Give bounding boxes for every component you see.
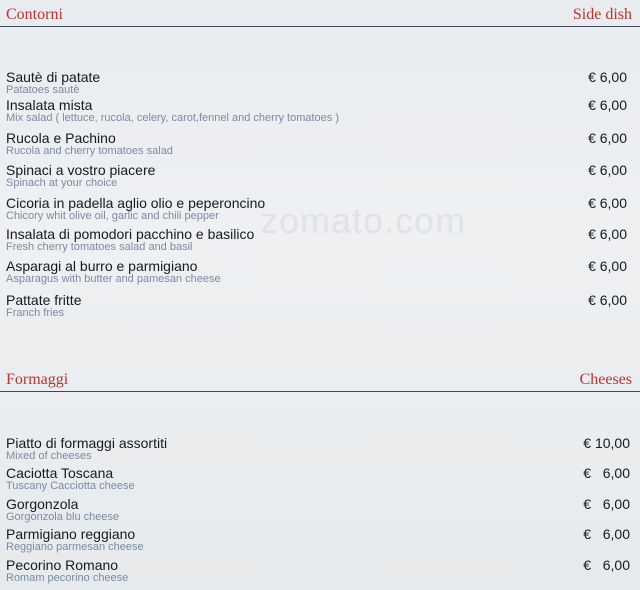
item-price: € 6,00 [583,557,630,573]
item-description: Rucola and cherry tomatoes salad [6,145,173,157]
item-name: Pecorino Romano [6,557,119,573]
item-description: Romam pecorino cheese [6,572,129,584]
item-description: Mix salad ( lettuce, rucola, celery, carot,fennel and cherry tomatoes ) [6,112,339,124]
item-name: Piatto di formaggi assortiti [6,435,168,451]
item-description: Tuscany Cacciotta cheese [6,480,135,492]
menu-item [0,162,640,192]
item-price: € 6,00 [588,97,627,113]
section-title-italian: Formaggi [6,371,69,388]
section-title-english: Side dish [572,6,632,23]
menu-item [0,435,640,465]
item-name: Cicoria in padella aglio olio e peperoncino [6,195,266,211]
menu-item [0,258,640,288]
section-title-italian: Contorni [6,6,63,23]
menu-item [0,526,640,556]
item-price: € 6,00 [588,162,627,178]
item-name: Insalata di pomodori pacchino e basilico [6,226,255,242]
item-name: Gorgonzola [6,496,79,512]
item-description: Fresh cherry tomatoes salad and basil [6,241,193,253]
menu-item [0,292,640,322]
item-name: Spinaci a vostro piacere [6,162,156,178]
menu-item [0,465,640,495]
menu-item [0,130,640,160]
item-price: € 6,00 [588,258,627,274]
item-price: € 6,00 [583,526,630,542]
item-description: Chicory whit olive oil, garlic and chili pepper [6,210,219,222]
menu-item [0,226,640,256]
section-title-english: Cheeses [579,371,632,388]
item-name: Pattate fritte [6,292,82,308]
item-price: € 6,00 [588,69,627,85]
item-price: € 6,00 [588,130,627,146]
watermark: zomato.com [260,200,467,241]
item-name: Sautè di patate [6,69,101,85]
section-divider [0,26,640,27]
menu-item [0,69,640,99]
item-description: Franch fries [6,307,65,319]
item-price: € 10,00 [583,435,630,451]
menu-item [0,496,640,526]
menu-item [0,195,640,225]
section-divider [0,391,640,392]
item-name: Asparagi al burro e parmigiano [6,258,198,274]
item-description: Gorgonzola blu cheese [6,511,120,523]
item-description: Spinach at your choice [6,177,118,189]
section-header-contorni [0,5,640,27]
item-name: Insalata mista [6,97,93,113]
item-price: € 6,00 [588,195,627,211]
item-price: € 6,00 [583,465,630,481]
item-name: Rucola e Pachino [6,130,116,146]
section-header-formaggi [0,370,640,392]
item-description: Asparagus with butter and pamesan cheese [6,273,221,285]
item-description: Mixed of cheeses [6,450,92,462]
item-description: Reggiano parmesan cheese [6,541,144,553]
item-description: Patatoes sautè [6,84,80,96]
menu-item [0,557,640,587]
menu-item [0,97,640,127]
item-price: € 6,00 [588,292,627,308]
item-price: € 6,00 [588,226,627,242]
item-name: Caciotta Toscana [6,465,114,481]
item-price: € 6,00 [583,496,630,512]
item-name: Parmigiano reggiano [6,526,136,542]
